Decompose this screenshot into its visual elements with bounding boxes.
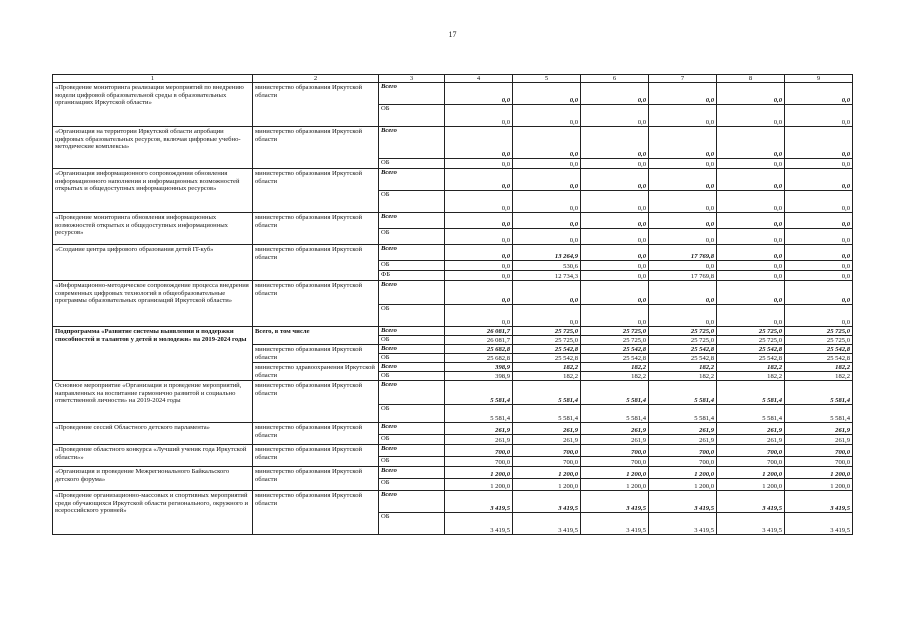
year-amount: 5 581,4: [513, 381, 581, 405]
year-amount: 0,0: [445, 127, 513, 159]
year-amount: 700,0: [717, 445, 785, 457]
year-amount: 3 419,5: [717, 513, 785, 535]
funding-source: ФБ: [379, 271, 445, 281]
year-amount: 25 725,0: [717, 327, 785, 336]
year-amount: 0,0: [785, 281, 853, 305]
column-number: 1: [53, 75, 253, 83]
year-amount: 0,0: [649, 305, 717, 327]
measure-name: «Организация на территории Иркутской области апробации цифровых образовательных ресурсов, включая цифровые учебно-методические комплексы»: [53, 127, 253, 169]
year-amount: 25 725,0: [649, 336, 717, 345]
year-amount: 0,0: [649, 261, 717, 271]
year-amount: 25 725,0: [581, 327, 649, 336]
year-amount: 0,0: [513, 305, 581, 327]
funding-source: Всего: [379, 245, 445, 261]
year-amount: 0,0: [649, 229, 717, 245]
year-amount: 25 542,8: [649, 345, 717, 354]
year-amount: 1 200,0: [785, 479, 853, 491]
funding-source: Всего: [379, 213, 445, 229]
year-amount: 3 419,5: [513, 491, 581, 513]
year-amount: 1 200,0: [513, 467, 581, 479]
responsible-executor: министерство образования Иркутской области: [253, 213, 379, 245]
year-amount: 26 081,7: [445, 327, 513, 336]
year-amount: 0,0: [785, 229, 853, 245]
year-amount: 25 542,8: [513, 345, 581, 354]
table-row: [53, 281, 853, 305]
year-amount: 398,9: [445, 363, 513, 372]
year-amount: 0,0: [581, 83, 649, 105]
year-amount: 0,0: [649, 213, 717, 229]
year-amount: 700,0: [717, 457, 785, 467]
year-amount: 3 419,5: [581, 491, 649, 513]
measure-name: «Создание центра цифрового образования детей IT-куб»: [53, 245, 253, 281]
year-amount: 700,0: [445, 445, 513, 457]
year-amount: 0,0: [445, 213, 513, 229]
year-amount: 0,0: [785, 191, 853, 213]
year-amount: 261,9: [581, 423, 649, 435]
year-amount: 0,0: [785, 127, 853, 159]
year-amount: 3 419,5: [513, 513, 581, 535]
year-amount: 0,0: [785, 213, 853, 229]
funding-source: Всего: [379, 345, 445, 354]
year-amount: 0,0: [717, 271, 785, 281]
responsible-executor: министерство образования Иркутской области: [253, 281, 379, 327]
year-amount: 0,0: [649, 191, 717, 213]
year-amount: 700,0: [513, 457, 581, 467]
funding-source: ОБ: [379, 405, 445, 423]
column-number: 6: [581, 75, 649, 83]
year-amount: 1 200,0: [445, 467, 513, 479]
year-amount: 700,0: [581, 445, 649, 457]
year-amount: 0,0: [445, 305, 513, 327]
budget-table-body: [53, 75, 853, 535]
year-amount: 1 200,0: [445, 479, 513, 491]
table-row: [53, 127, 853, 159]
year-amount: 25 725,0: [649, 327, 717, 336]
year-amount: 0,0: [785, 261, 853, 271]
year-amount: 0,0: [717, 305, 785, 327]
year-amount: 1 200,0: [649, 479, 717, 491]
year-amount: 0,0: [445, 159, 513, 169]
year-amount: 261,9: [513, 435, 581, 445]
responsible-executor: министерство образования Иркутской области: [253, 345, 379, 363]
year-amount: 1 200,0: [649, 467, 717, 479]
year-amount: 0,0: [717, 213, 785, 229]
measure-name: «Проведение мониторинга обновления информационных возможностей открытых и общедоступных информационных ресурсов»: [53, 213, 253, 245]
year-amount: 0,0: [717, 281, 785, 305]
year-amount: 700,0: [649, 457, 717, 467]
year-amount: 261,9: [513, 423, 581, 435]
year-amount: 700,0: [581, 457, 649, 467]
year-amount: 0,0: [785, 83, 853, 105]
year-amount: 0,0: [581, 261, 649, 271]
year-amount: 17 769,8: [649, 271, 717, 281]
funding-source: ОБ: [379, 305, 445, 327]
funding-source: Всего: [379, 491, 445, 513]
year-amount: 0,0: [445, 191, 513, 213]
year-amount: 1 200,0: [581, 467, 649, 479]
year-amount: 5 581,4: [513, 405, 581, 423]
budget-table: [52, 74, 853, 535]
year-amount: 0,0: [717, 169, 785, 191]
year-amount: 0,0: [785, 271, 853, 281]
funding-source: ОБ: [379, 457, 445, 467]
year-amount: 182,2: [581, 372, 649, 381]
year-amount: 261,9: [649, 435, 717, 445]
year-amount: 3 419,5: [785, 513, 853, 535]
table-row: [53, 169, 853, 191]
year-amount: 17 769,8: [649, 245, 717, 261]
year-amount: 5 581,4: [785, 405, 853, 423]
year-amount: 0,0: [581, 169, 649, 191]
year-amount: 0,0: [513, 127, 581, 159]
funding-source: ОБ: [379, 513, 445, 535]
year-amount: 5 581,4: [581, 405, 649, 423]
year-amount: 0,0: [445, 83, 513, 105]
funding-source: ОБ: [379, 191, 445, 213]
year-amount: 182,2: [717, 363, 785, 372]
year-amount: 182,2: [649, 363, 717, 372]
table-row: [53, 83, 853, 105]
table-row: [53, 445, 853, 457]
year-amount: 25 542,8: [581, 354, 649, 363]
funding-source: ОБ: [379, 229, 445, 245]
year-amount: 0,0: [717, 159, 785, 169]
year-amount: 25 542,8: [785, 345, 853, 354]
funding-source: Всего: [379, 281, 445, 305]
year-amount: 0,0: [581, 229, 649, 245]
table-row: [53, 245, 853, 261]
year-amount: 0,0: [717, 229, 785, 245]
table-row: [53, 423, 853, 435]
measure-name: Подпрограмма «Развитие системы выявления и поддержки способностей и талантов у детей и молодежи» на 2019-2024 годы: [53, 327, 253, 381]
year-amount: 1 200,0: [581, 479, 649, 491]
funding-source: ОБ: [379, 479, 445, 491]
year-amount: 261,9: [785, 423, 853, 435]
year-amount: 0,0: [581, 191, 649, 213]
year-amount: 0,0: [717, 261, 785, 271]
year-amount: 1 200,0: [717, 479, 785, 491]
year-amount: 0,0: [445, 169, 513, 191]
funding-source: Всего: [379, 327, 445, 336]
year-amount: 25 725,0: [581, 336, 649, 345]
column-number: 9: [785, 75, 853, 83]
year-amount: 0,0: [649, 105, 717, 127]
year-amount: 5 581,4: [649, 381, 717, 405]
responsible-executor: министерство образования Иркутской области: [253, 83, 379, 127]
year-amount: 0,0: [513, 159, 581, 169]
column-number: 4: [445, 75, 513, 83]
year-amount: 0,0: [717, 191, 785, 213]
year-amount: 25 682,8: [445, 345, 513, 354]
year-amount: 5 581,4: [785, 381, 853, 405]
year-amount: 0,0: [581, 159, 649, 169]
funding-source: Всего: [379, 363, 445, 372]
table-row: [53, 491, 853, 513]
year-amount: 25 725,0: [513, 336, 581, 345]
year-amount: 0,0: [581, 281, 649, 305]
measure-name: Основное мероприятие «Организация и проведение мероприятий, направленных на воспитание гармонично развитой и социально ответственной личности» на 2019-2024 годы: [53, 381, 253, 423]
year-amount: 3 419,5: [445, 491, 513, 513]
year-amount: 0,0: [445, 281, 513, 305]
funding-source: Всего: [379, 381, 445, 405]
year-amount: 0,0: [445, 261, 513, 271]
year-amount: 0,0: [785, 169, 853, 191]
responsible-executor: министерство образования Иркутской области: [253, 169, 379, 213]
year-amount: 1 200,0: [717, 467, 785, 479]
year-amount: 182,2: [513, 363, 581, 372]
year-amount: 25 725,0: [785, 336, 853, 345]
year-amount: 0,0: [445, 105, 513, 127]
funding-source: Всего: [379, 83, 445, 105]
year-amount: 25 725,0: [513, 327, 581, 336]
responsible-executor: министерство образования Иркутской области: [253, 245, 379, 281]
table-row: [53, 381, 853, 405]
year-amount: 0,0: [649, 83, 717, 105]
year-amount: 398,9: [445, 372, 513, 381]
year-amount: 261,9: [445, 423, 513, 435]
measure-name: «Организация информационного сопровождения обновления информационного наполнения и информационных возможностей открытых и общедоступных информационных ресурсов»: [53, 169, 253, 213]
year-amount: 5 581,4: [581, 381, 649, 405]
year-amount: 261,9: [445, 435, 513, 445]
year-amount: 0,0: [445, 245, 513, 261]
year-amount: 700,0: [513, 445, 581, 457]
year-amount: 0,0: [649, 127, 717, 159]
year-amount: 1 200,0: [513, 479, 581, 491]
funding-source: ОБ: [379, 159, 445, 169]
year-amount: 0,0: [649, 169, 717, 191]
year-amount: 5 581,4: [717, 381, 785, 405]
table-row: [53, 467, 853, 479]
year-amount: 530,6: [513, 261, 581, 271]
column-number: 8: [717, 75, 785, 83]
measure-name: «Информационно-методическое сопровождение процесса внедрения современных цифровых технологий в общеобразовательные программы образовательных организаций Иркутской области»: [53, 281, 253, 327]
year-amount: 13 264,9: [513, 245, 581, 261]
measure-name: «Проведение организационно-массовых и спортивных мероприятий среди обучающихся Иркутской области регионального, окружного и всероссийского уровней»: [53, 491, 253, 535]
column-number: 2: [253, 75, 379, 83]
funding-source: ОБ: [379, 354, 445, 363]
year-amount: 3 419,5: [581, 513, 649, 535]
funding-source: Всего: [379, 467, 445, 479]
year-amount: 0,0: [513, 105, 581, 127]
year-amount: 0,0: [581, 245, 649, 261]
table-row: [53, 327, 853, 336]
year-amount: 5 581,4: [717, 405, 785, 423]
funding-source: ОБ: [379, 435, 445, 445]
table-row: [53, 213, 853, 229]
column-number-row: [53, 75, 853, 83]
responsible-executor: министерство образования Иркутской области: [253, 381, 379, 423]
funding-source: Всего: [379, 423, 445, 435]
responsible-executor: министерство образования Иркутской области: [253, 445, 379, 467]
year-amount: 700,0: [785, 445, 853, 457]
responsible-executor: министерство образования Иркутской области: [253, 127, 379, 169]
year-amount: 261,9: [717, 423, 785, 435]
year-amount: 0,0: [717, 245, 785, 261]
year-amount: 25 542,8: [717, 354, 785, 363]
year-amount: 3 419,5: [649, 491, 717, 513]
measure-name: «Проведение мониторинга реализации мероприятий по внедрению модели цифровой образовательной среды в образовательных организациях Иркутской области»: [53, 83, 253, 127]
responsible-executor: министерство образования Иркутской области: [253, 467, 379, 491]
year-amount: 0,0: [513, 229, 581, 245]
year-amount: 700,0: [649, 445, 717, 457]
page-number: 17: [448, 30, 457, 39]
year-amount: 261,9: [649, 423, 717, 435]
year-amount: 3 419,5: [785, 491, 853, 513]
year-amount: 25 542,8: [649, 354, 717, 363]
year-amount: 25 542,8: [513, 354, 581, 363]
year-amount: 0,0: [717, 127, 785, 159]
year-amount: 0,0: [581, 305, 649, 327]
year-amount: 0,0: [717, 83, 785, 105]
column-number: 7: [649, 75, 717, 83]
year-amount: 0,0: [513, 281, 581, 305]
year-amount: 0,0: [785, 159, 853, 169]
year-amount: 182,2: [717, 372, 785, 381]
year-amount: 25 542,8: [785, 354, 853, 363]
year-amount: 5 581,4: [649, 405, 717, 423]
funding-source: ОБ: [379, 261, 445, 271]
responsible-executor: Всего, в том числе: [253, 327, 379, 345]
year-amount: 0,0: [785, 245, 853, 261]
year-amount: 5 581,4: [445, 381, 513, 405]
column-number: 5: [513, 75, 581, 83]
year-amount: 0,0: [513, 213, 581, 229]
year-amount: 0,0: [513, 169, 581, 191]
year-amount: 3 419,5: [445, 513, 513, 535]
year-amount: 5 581,4: [445, 405, 513, 423]
year-amount: 0,0: [581, 105, 649, 127]
funding-source: Всего: [379, 169, 445, 191]
year-amount: 700,0: [785, 457, 853, 467]
year-amount: 261,9: [581, 435, 649, 445]
year-amount: 25 725,0: [717, 336, 785, 345]
funding-source: ОБ: [379, 105, 445, 127]
responsible-executor: министерство здравоохранения Иркутской области: [253, 363, 379, 381]
column-number: 3: [379, 75, 445, 83]
year-amount: 0,0: [581, 271, 649, 281]
year-amount: 12 734,3: [513, 271, 581, 281]
year-amount: 182,2: [581, 363, 649, 372]
year-amount: 3 419,5: [649, 513, 717, 535]
year-amount: 0,0: [445, 271, 513, 281]
year-amount: 182,2: [649, 372, 717, 381]
measure-name: «Организация и проведение Межрегионального Байкальского детского форума»: [53, 467, 253, 491]
year-amount: 0,0: [649, 281, 717, 305]
year-amount: 0,0: [513, 83, 581, 105]
year-amount: 1 200,0: [785, 467, 853, 479]
year-amount: 0,0: [785, 105, 853, 127]
year-amount: 3 419,5: [717, 491, 785, 513]
year-amount: 0,0: [649, 159, 717, 169]
responsible-executor: министерство образования Иркутской области: [253, 491, 379, 535]
year-amount: 25 682,8: [445, 354, 513, 363]
year-amount: 0,0: [513, 191, 581, 213]
year-amount: 182,2: [785, 363, 853, 372]
year-amount: 25 542,8: [581, 345, 649, 354]
funding-source: Всего: [379, 127, 445, 159]
year-amount: 0,0: [785, 305, 853, 327]
year-amount: 0,0: [581, 127, 649, 159]
year-amount: 182,2: [785, 372, 853, 381]
funding-source: Всего: [379, 445, 445, 457]
year-amount: 26 081,7: [445, 336, 513, 345]
year-amount: 0,0: [717, 105, 785, 127]
year-amount: 261,9: [785, 435, 853, 445]
year-amount: 25 542,8: [717, 345, 785, 354]
year-amount: 0,0: [445, 229, 513, 245]
funding-source: ОБ: [379, 372, 445, 381]
year-amount: 0,0: [581, 213, 649, 229]
measure-name: «Проведение областного конкурса «Лучший ученик года Иркутской области»»: [53, 445, 253, 467]
responsible-executor: министерство образования Иркутской области: [253, 423, 379, 445]
year-amount: 700,0: [445, 457, 513, 467]
year-amount: 25 725,0: [785, 327, 853, 336]
measure-name: «Проведение сессий Областного детского парламента»: [53, 423, 253, 445]
funding-source: ОБ: [379, 336, 445, 345]
year-amount: 182,2: [513, 372, 581, 381]
year-amount: 261,9: [717, 435, 785, 445]
